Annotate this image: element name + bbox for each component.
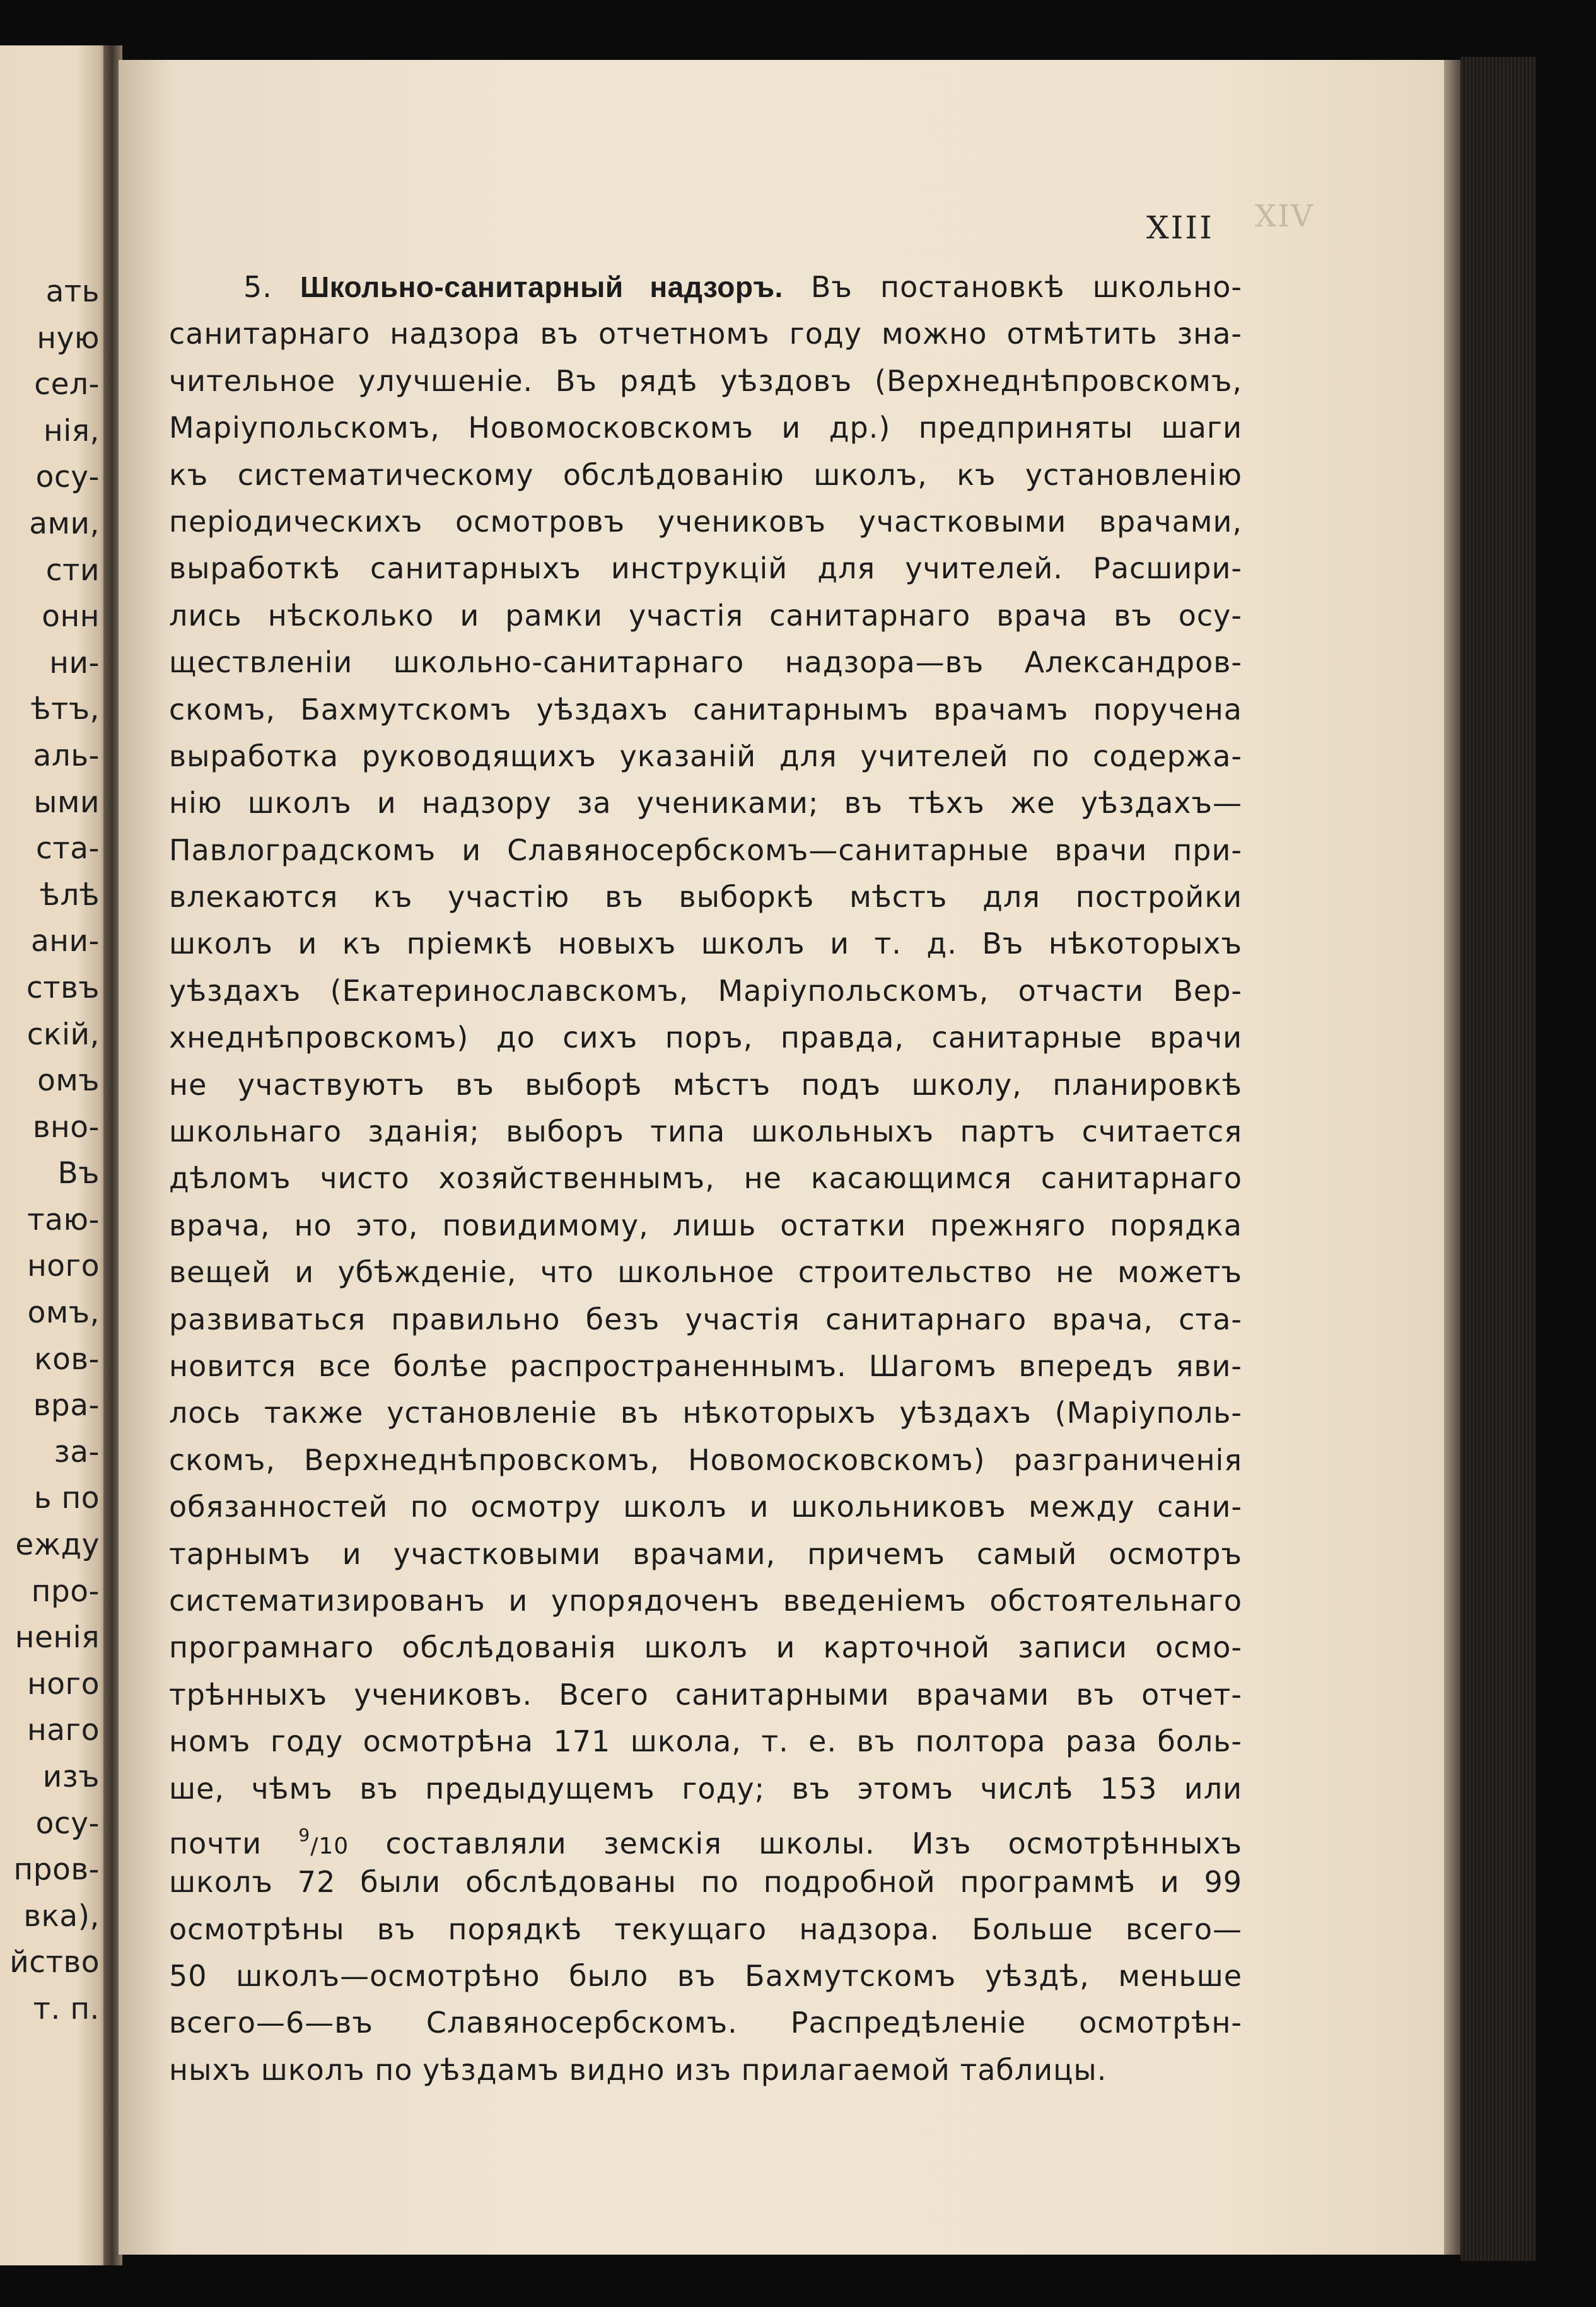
previous-page-line: ков- bbox=[34, 1341, 100, 1377]
previous-page-line: изъ bbox=[42, 1760, 100, 1794]
previous-page-line: нія, bbox=[43, 413, 100, 448]
text-line: періодическихъ осмотровъ учениковъ участковыми врачами, bbox=[169, 504, 1242, 539]
previous-page-line: осу- bbox=[35, 1806, 100, 1841]
section-first-line-text: Въ постановкѣ школьно- bbox=[810, 270, 1243, 304]
previous-page-line: сел- bbox=[34, 367, 100, 402]
previous-page-line: ь по bbox=[33, 1481, 100, 1516]
text-line: уѣздахъ (Екатеринославскомъ, Маріупольскомъ, отчасти Вер- bbox=[169, 973, 1242, 1008]
section-body bbox=[169, 264, 1242, 2093]
fraction-line-after: составляли земскія школы. Изъ осмотрѣнныхъ bbox=[385, 1826, 1243, 1860]
text-line: влекаются къ участію въ выборкѣ мѣстъ для постройки bbox=[169, 880, 1242, 914]
section-number: 5. bbox=[243, 270, 272, 304]
text-line: выработка руководящихъ указаній для учителей по содержа- bbox=[169, 739, 1242, 773]
previous-page-line: за- bbox=[54, 1434, 100, 1469]
text-line: чительное улучшеніе. Въ рядѣ уѣздовъ (Верхнеднѣпровскомъ, bbox=[169, 363, 1242, 398]
previous-page-line: онн bbox=[42, 599, 100, 634]
text-line: скомъ, Верхнеднѣпровскомъ, Новомосковскомъ) разграниченія bbox=[169, 1442, 1242, 1477]
text-line: развиваться правильно безъ участія санитарнаго врача, ста- bbox=[169, 1302, 1242, 1336]
text-line: Павлоградскомъ и Славяносербскомъ—санитарные врачи при- bbox=[169, 832, 1242, 867]
previous-page-line: Въ bbox=[57, 1156, 100, 1191]
section-heading: Школьно-санитарный надзоръ. bbox=[300, 271, 783, 303]
previous-page-line: ани- bbox=[30, 924, 100, 959]
text-line: дѣломъ чисто хозяйственнымъ, не касающимся санитарнаго bbox=[169, 1161, 1242, 1196]
text-line: хнеднѣпровскомъ) до сихъ поръ, правда, санитарные врачи bbox=[169, 1020, 1242, 1055]
previous-page-line: ѣлѣ bbox=[40, 877, 100, 913]
text-line: школьнаго зданія; выборъ типа школьныхъ партъ считается bbox=[169, 1114, 1242, 1149]
text-line: 50 школъ—осмотрѣно было въ Бахмутскомъ уѣздѣ, меньше bbox=[169, 1959, 1242, 1994]
previous-page-line: пров- bbox=[13, 1852, 100, 1888]
previous-page-line: ать bbox=[45, 274, 100, 309]
text-line: выработкѣ санитарныхъ инструкцій для учителей. Расшири- bbox=[169, 551, 1242, 586]
previous-page-line: ѣтъ, bbox=[30, 692, 100, 727]
text-line: Маріупольскомъ, Новомосковскомъ и др.) предприняты шаги bbox=[169, 411, 1242, 445]
text-line: санитарнаго надзора въ отчетномъ году можно отмѣтить зна- bbox=[169, 317, 1242, 351]
text-line: осмотрѣны въ порядкѣ текущаго надзора. Больше всего— bbox=[169, 1912, 1242, 1946]
previous-page-line: сти bbox=[45, 552, 100, 588]
previous-page-text bbox=[9, 269, 100, 2033]
previous-page-line: про- bbox=[31, 1574, 100, 1609]
previous-page-line: ную bbox=[37, 320, 100, 356]
previous-page-line: вно- bbox=[32, 1109, 100, 1145]
text-line: нію школъ и надзору за учениками; въ тѣхъ же уѣздахъ— bbox=[169, 786, 1242, 821]
fraction-denominator: /10 bbox=[310, 1833, 349, 1859]
text-line: номъ году осмотрѣна 171 школа, т. е. въ полтора раза боль- bbox=[169, 1724, 1242, 1759]
fraction-line bbox=[169, 1812, 1242, 1859]
text-line: ществленіи школьно-санитарнаго надзора—въ Александров- bbox=[169, 645, 1242, 680]
previous-page-line: вра- bbox=[33, 1388, 100, 1423]
text-line: новится все болѣе распространеннымъ. Шагомъ впередъ яви- bbox=[169, 1348, 1242, 1383]
text-line: школъ 72 были обслѣдованы по подробной программѣ и 99 bbox=[169, 1865, 1242, 1900]
text-line: всего—6—въ Славяносербскомъ. Распредѣленіе осмотрѣн- bbox=[169, 2006, 1242, 2040]
previous-page-line: ежду bbox=[15, 1527, 100, 1563]
text-line: вещей и убѣжденіе, что школьное строительство не можетъ bbox=[169, 1255, 1242, 1290]
text-line: тарнымъ и участковыми врачами, причемъ самый осмотръ bbox=[169, 1536, 1242, 1571]
text-line: програмнаго обслѣдованія школъ и карточной записи осмо- bbox=[169, 1630, 1242, 1665]
text-line: трѣнныхъ учениковъ. Всего санитарными врачами въ отчет- bbox=[169, 1677, 1242, 1712]
previous-page-line: скій, bbox=[26, 1017, 100, 1052]
previous-page bbox=[0, 45, 108, 2265]
previous-page-line: ни- bbox=[49, 645, 100, 680]
text-line: лось также установленіе въ нѣкоторыхъ уѣздахъ (Маріуполь- bbox=[169, 1396, 1242, 1430]
text-line: скомъ, Бахмутскомъ уѣздахъ санитарнымъ врачамъ поручена bbox=[169, 692, 1242, 727]
previous-page-line: вка), bbox=[23, 1898, 100, 1934]
text-line: обязанностей по осмотру школъ и школьниковъ между сани- bbox=[169, 1490, 1242, 1524]
text-line: лись нѣсколько и рамки участія санитарнаго врача въ осу- bbox=[169, 598, 1242, 633]
book-block-edge bbox=[1460, 57, 1536, 2261]
fraction-numerator: 9 bbox=[298, 1824, 311, 1845]
bleed-through-page-number: XIV bbox=[1255, 199, 1314, 234]
previous-page-line: ного bbox=[27, 1249, 100, 1284]
fraction-line-before: почти bbox=[169, 1826, 262, 1860]
text-line: врача, но это, повидимому, лишь остатки прежняго порядка bbox=[169, 1208, 1242, 1242]
previous-page-line: ненія bbox=[15, 1620, 100, 1656]
previous-page-line: омъ bbox=[37, 1063, 100, 1099]
text-line: систематизированъ и упорядоченъ введеніемъ обстоятельнаго bbox=[169, 1583, 1242, 1618]
previous-page-line: ыми bbox=[33, 785, 100, 820]
previous-page-line: ста- bbox=[36, 831, 100, 867]
previous-page-line: осу- bbox=[35, 460, 100, 495]
section-first-line bbox=[169, 264, 1242, 310]
previous-page-line: т. п. bbox=[33, 1991, 100, 2026]
text-line: не участвуютъ въ выборѣ мѣстъ подъ школу, планировкѣ bbox=[169, 1067, 1242, 1102]
previous-page-line: омъ, bbox=[27, 1295, 100, 1331]
previous-page-line: ствъ bbox=[26, 970, 100, 1005]
text-line: школъ и къ пріемкѣ новыхъ школъ и т. д. Въ нѣкоторыхъ bbox=[169, 926, 1242, 961]
text-line: къ систематическому обслѣдованію школъ, къ установленію bbox=[169, 457, 1242, 492]
previous-page-line: наго bbox=[27, 1713, 100, 1748]
section-last-line: ныхъ школъ по уѣздамъ видно изъ прилагаемой таблицы. bbox=[169, 2052, 1107, 2087]
previous-page-line: таю- bbox=[27, 1202, 100, 1237]
previous-page-line: йство bbox=[9, 1945, 100, 1980]
previous-page-line: ами, bbox=[29, 506, 100, 541]
previous-page-line: ного bbox=[27, 1666, 100, 1702]
previous-page-line: аль- bbox=[33, 738, 100, 773]
page-number: XIII bbox=[1146, 209, 1214, 246]
text-line: ше, чѣмъ въ предыдущемъ году; въ этомъ числѣ 153 или bbox=[169, 1771, 1242, 1806]
